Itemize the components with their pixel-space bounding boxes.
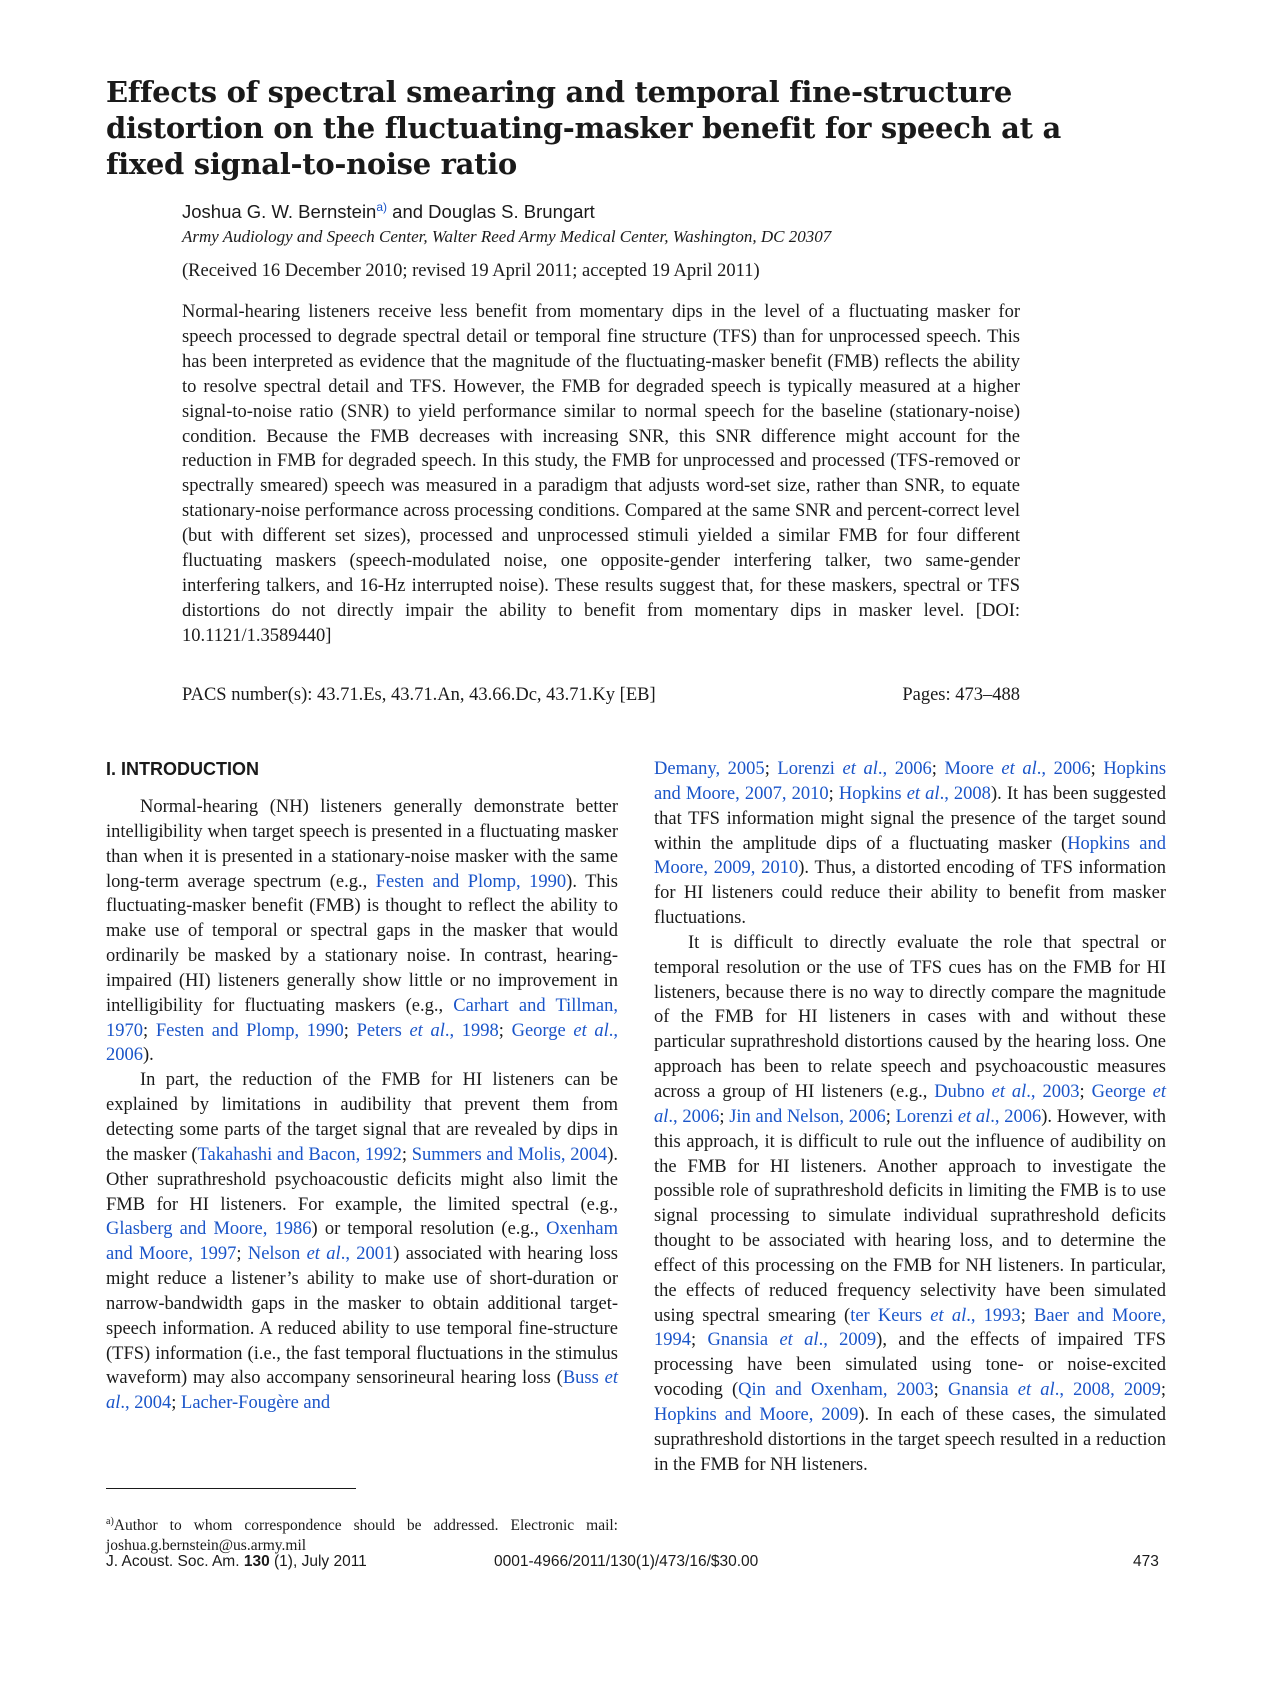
citation-link[interactable]: Hopkins and Moore, 2007, 2010 bbox=[654, 759, 1167, 804]
citation-link[interactable]: George bbox=[1091, 1081, 1153, 1102]
pacs-row bbox=[182, 685, 1020, 706]
footer-issue: (1), July 2011 bbox=[269, 1553, 367, 1570]
citation-link[interactable]: Hopkins bbox=[838, 783, 907, 804]
citation-link[interactable]: Summers and Molis, 2004 bbox=[411, 1144, 608, 1165]
citation-link[interactable]: et al bbox=[906, 783, 940, 804]
citation-link[interactable]: ., 2006 bbox=[668, 1106, 720, 1127]
citation-link[interactable]: George bbox=[511, 1020, 574, 1041]
footer-page-number: 473 bbox=[1133, 1553, 1159, 1570]
abstract: Normal-hearing listeners receive less benefit from momentary dips in the level of a fluctuating masker for speech processed to degrade spectral detail or temporal fine structure (TFS) than for unprocessed speech. This has been interpreted as evidence that the magnitude of the fluctuating-masker benefit (FMB) reflects the ability to resolve spectral detail and TFS. However, the FMB for degraded speech is typically measured at a higher signal-to-noise ratio (SNR) to yield performance similar to normal speech for the baseline (stationary-noise) condition. Because the FMB decreases with increasing SNR, this SNR difference might account for the reduction in FMB for degraded speech. In this study, the FMB for unprocessed and processed (TFS-removed or spectrally smeared) speech was measured in a paradigm that adjusts word-set size, rather than SNR, to equate stationary-noise performance across processing conditions. Compared at the same SNR and percent-correct level (but with different set sizes), processed and unprocessed stimuli yielded a similar FMB for four different fluctuating maskers (speech-modulated noise, one opposite-gender interfering talker, two same-gender interfering talkers, and 16-Hz interrupted noise). These results suggest that, for these maskers, spectral or TFS distortions do not directly impair the ability to benefit from momentary dips in masker level. [DOI: 10.1121/1.3589440] bbox=[182, 302, 1020, 646]
intro-paragraph-2: In part, the reduction of the FMB for HI listeners can be explained by limitations in audibility that prevent them from detecting some parts of the target signal that are revealed by dips in the masker (Takahashi and Bacon, 1992; Summers and Molis, 2004). Other suprathreshold psychoacoustic deficits might also limit the FMB for HI listeners. For example, the limited spectral (e.g., Glasberg and Moore, 1986) or temporal resolution (e.g., Oxenham and Moore, 1997; Nelson et al., 2001) associated with hearing loss might reduce a listener’s ability to make use of short-duration or narrow-bandwidth gaps in the masker to obtain additional target-speech information. A reduced ability to use temporal fine-structure (TFS) information (i.e., the fast temporal fluctuations in the stimulus waveform) may also accompany sensorineural hearing loss (Buss et al., 2004; Lacher-Fougère and bbox=[106, 1070, 619, 1414]
author-footnote-mark[interactable]: a) bbox=[376, 200, 388, 214]
citation-link[interactable]: et al bbox=[654, 1081, 1167, 1127]
footnote-rule bbox=[106, 1488, 356, 1489]
citation-link[interactable]: Festen and Plomp, 1990 bbox=[155, 1020, 344, 1041]
citation-link[interactable]: et al bbox=[1017, 1380, 1055, 1401]
citation-link[interactable]: ., 2008 bbox=[939, 783, 991, 804]
citation-link[interactable]: Oxenham and Moore, 1997 bbox=[106, 1219, 619, 1265]
footer-code: 0001-4966/2011/130(1)/473/16/$30.00 bbox=[494, 1553, 759, 1570]
citation-link[interactable]: Gnansia bbox=[707, 1330, 780, 1351]
author-joiner: and bbox=[387, 201, 429, 223]
footnote bbox=[106, 1512, 618, 1556]
citation-link[interactable]: Peters bbox=[356, 1020, 410, 1041]
citation-link[interactable]: ., 2003 bbox=[1026, 1081, 1080, 1102]
citation-link[interactable]: ., 2006 bbox=[877, 759, 932, 779]
citation-link[interactable]: et al bbox=[991, 1081, 1027, 1102]
citation-link[interactable]: ., 2009 bbox=[818, 1330, 877, 1351]
right-column bbox=[654, 757, 1166, 1477]
citation-link[interactable]: Carhart and Tillman, 1970 bbox=[106, 995, 618, 1041]
citation-link[interactable]: Dubno bbox=[934, 1081, 992, 1102]
page-range: Pages: 473–488 bbox=[902, 685, 1020, 705]
footnote-mark: a) bbox=[106, 1516, 114, 1527]
citation-link[interactable]: Nelson bbox=[247, 1244, 307, 1265]
citation-link[interactable]: Baer and Moore, 1994 bbox=[654, 1305, 1167, 1351]
author-brungart: Douglas S. Brungart bbox=[428, 201, 595, 223]
citation-link[interactable]: ., 2006 bbox=[106, 1020, 619, 1066]
citation-link[interactable]: Gnansia bbox=[947, 1380, 1018, 1401]
affiliation: Army Audiology and Speech Center, Walter Reed Army Medical Center, Washington, DC 20307 bbox=[182, 227, 832, 246]
citation-link[interactable]: Takahashi and Bacon, 1992 bbox=[197, 1144, 402, 1165]
citation-link[interactable]: et al bbox=[106, 1368, 618, 1414]
citation-link[interactable]: Buss bbox=[562, 1368, 605, 1389]
footer-journal: J. Acoust. Soc. Am. bbox=[106, 1553, 244, 1570]
citation-link[interactable]: Festen and Plomp, 1990 bbox=[375, 871, 567, 892]
citation-link[interactable]: Lorenzi bbox=[777, 759, 843, 779]
citation-link[interactable]: Lacher-Fougère and bbox=[181, 1393, 331, 1414]
paper-title: Effects of spectral smearing and temporal fine-structure distortion on the fluctuating-masker benefit for speech at a fixed signal-to-noise ratio bbox=[106, 75, 1062, 181]
left-column bbox=[106, 757, 618, 1416]
citation-link[interactable]: et al bbox=[957, 1106, 991, 1127]
citation-link[interactable]: Moore bbox=[944, 759, 1002, 779]
citation-link[interactable]: ., 2006 bbox=[990, 1106, 1042, 1127]
received-dates: (Received 16 December 2010; revised 19 April 2011; accepted 19 April 2011) bbox=[182, 261, 760, 281]
citation-link[interactable]: Qin and Oxenham, 2003 bbox=[738, 1380, 934, 1401]
citation-link[interactable]: ., 2006 bbox=[1036, 759, 1091, 779]
citation-link[interactable]: et al bbox=[779, 1330, 819, 1351]
citation-link[interactable]: Glasberg and Moore, 1986 bbox=[106, 1219, 312, 1240]
citation-link[interactable]: ., 2004 bbox=[120, 1393, 172, 1414]
intro-paragraph-1: Normal-hearing (NH) listeners generally demonstrate better intelligibility when target speech is presented in a fluctuating masker than when it is presented in a stationary-noise masker with the same long-term average spectrum (e.g., Festen and Plomp, 1990). This fluctuating-masker benefit (FMB) is thought to reflect the ability to make use of temporal or spectral gaps in the masker that would ordinarily be masked by a stationary noise. In contrast, hearing-impaired (HI) listeners generally show little or no improvement in intelligibility for fluctuating maskers (e.g., Carhart and Tillman, 1970; Festen and Plomp, 1990; Peters et al., 1998; George et al., 2006). bbox=[106, 797, 619, 1066]
author-bernstein: Joshua G. W. Bernstein bbox=[182, 201, 377, 223]
citation-link[interactable]: et al bbox=[306, 1244, 341, 1265]
footer-volume: 130 bbox=[243, 1553, 270, 1570]
citation-link[interactable]: et al bbox=[409, 1020, 445, 1041]
citation-link[interactable]: ., 2008, 2009 bbox=[1054, 1380, 1161, 1401]
citation-link[interactable]: Hopkins and Moore, 2009 bbox=[654, 1404, 859, 1425]
footer-citation bbox=[106, 1553, 367, 1571]
citation-link[interactable]: et al bbox=[1001, 759, 1037, 779]
intro-paragraph-2-continued: Demany, 2005; Lorenzi et al., 2006; Moore et al., 2006; Hopkins and Moore, 2007, 2010; Hopkins et al., 2008). It has been suggested that TFS information might signal the presence of the target sound within the amplitude dips of a fluctuating masker (Hopkins and Moore, 2009, 2010). Thus, a distorted encoding of TFS information for HI listeners could reduce their ability to benefit from masker fluctuations. bbox=[654, 759, 1167, 929]
author-line bbox=[182, 200, 595, 223]
citation-link[interactable]: Hopkins and Moore, 2009, 2010 bbox=[654, 833, 1166, 879]
citation-link[interactable]: ., 1993 bbox=[966, 1305, 1021, 1326]
citation-link[interactable]: et al bbox=[930, 1305, 967, 1326]
citation-link[interactable]: Demany, 2005 bbox=[654, 759, 765, 779]
pacs-numbers: PACS number(s): 43.71.Es, 43.71.An, 43.66.Dc, 43.71.Ky [EB] bbox=[182, 685, 656, 705]
section-heading-introduction: I. INTRODUCTION bbox=[106, 759, 259, 779]
citation-link[interactable]: ., 1998 bbox=[444, 1020, 499, 1041]
intro-paragraph-3: It is difficult to directly evaluate the role that spectral or temporal resolution or the use of TFS cues has on the FMB for HI listeners, because there is no way to directly compare the magnitude of the FMB for HI listeners in cases with and without these particular suprathreshold distortions caused by the hearing loss. One approach has been to relate speech and psychoacoustic measures across a group of HI listeners (e.g., Dubno et al., 2003; George et al., 2006; Jin and Nelson, 2006; Lorenzi et al., 2006). However, with this approach, it is difficult to rule out the influence of audibility on the FMB for HI listeners. Another approach to investigate the possible role of suprathreshold deficits in limiting the FMB is to use signal processing to simulate individual suprathreshold deficits thought to be associated with hearing loss, and to determine the effect of this processing on the FMB for NH listeners. In particular, the effects of reduced frequency selectivity have been simulated using spectral smearing (ter Keurs et al., 1993; Baer and Moore, 1994; Gnansia et al., 2009), and the effects of impaired TFS processing have been simulated using tone- or noise-excited vocoding (Qin and Oxenham, 2003; Gnansia et al., 2008, 2009; Hopkins and Moore, 2009). In each of these cases, the simulated suprathreshold distortions in the target speech resulted in a reduction in the FMB for NH listeners. bbox=[654, 932, 1167, 1475]
citation-link[interactable]: ., 2001 bbox=[340, 1244, 394, 1265]
citation-link[interactable]: et al bbox=[573, 1020, 609, 1041]
footnote-text: Author to whom correspondence should be addressed. Electronic mail: joshua.g.bernstein@us.army.mil bbox=[106, 1517, 618, 1555]
citation-link[interactable]: et al bbox=[842, 759, 878, 779]
citation-link[interactable]: ter Keurs bbox=[850, 1305, 931, 1326]
citation-link[interactable]: Jin and Nelson, 2006 bbox=[729, 1106, 886, 1127]
citation-link[interactable]: Lorenzi bbox=[895, 1106, 958, 1127]
